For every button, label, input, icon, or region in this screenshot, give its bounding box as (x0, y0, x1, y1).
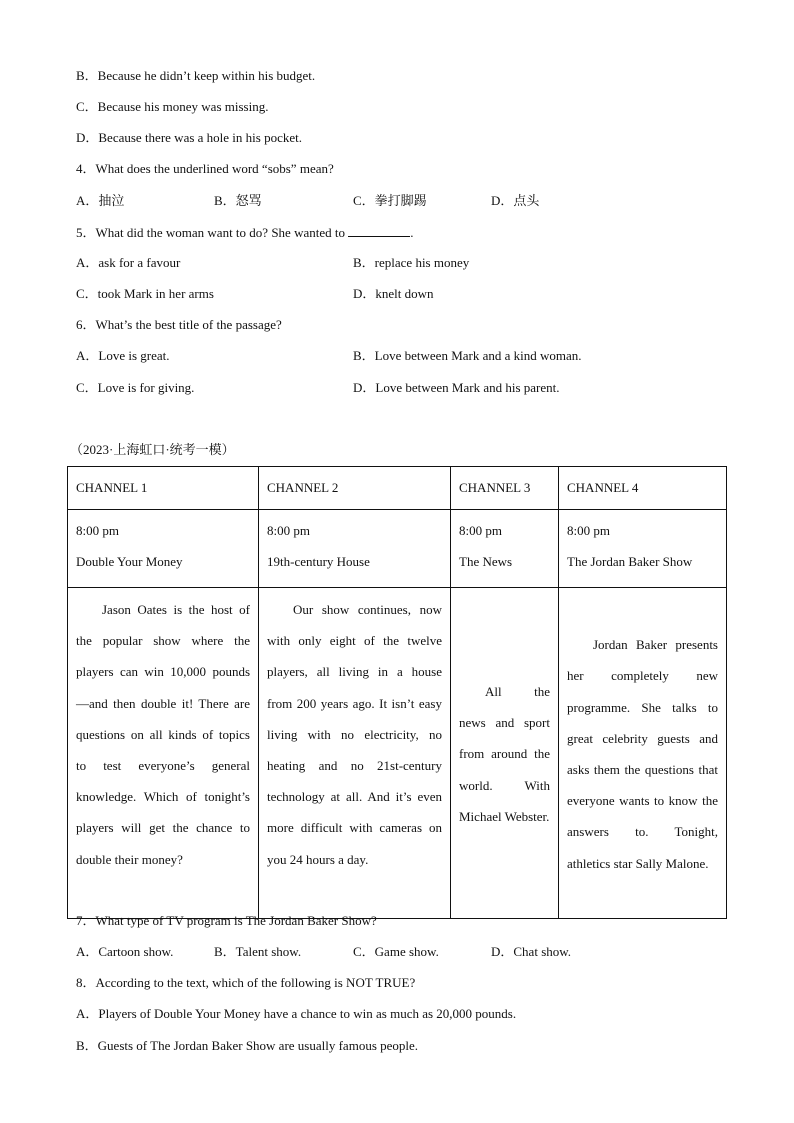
table-header-row (68, 467, 727, 510)
table-show-row (68, 510, 727, 588)
answer-blank (348, 224, 410, 237)
q4-option-a: A．抽泣 (76, 193, 125, 208)
channel-1-header: CHANNEL 1 (68, 467, 259, 510)
q3-option-d: D．Because there was a hole in his pocket. (76, 130, 302, 145)
channel-4-time: 8:00 pm (567, 523, 610, 538)
q8-option-b: B．Guests of The Jordan Baker Show are usually famous people. (76, 1038, 419, 1053)
q7-option-c: C．Game show. (353, 944, 439, 959)
channel-4-header: CHANNEL 4 (559, 467, 727, 510)
q3-option-b: B．Because he didn’t keep within his budget. (76, 68, 316, 83)
channel-4-slot (559, 510, 727, 588)
channel-1-slot (68, 510, 259, 588)
channel-3-time: 8:00 pm (459, 523, 502, 538)
channel-1-time: 8:00 pm (76, 523, 119, 538)
tv-schedule-table (67, 466, 727, 919)
q4-option-d: D．点头 (491, 193, 540, 208)
channel-2-slot (259, 510, 451, 588)
q6-option-d: D．Love between Mark and his parent. (353, 380, 560, 395)
q4-option-c: C．拳打脚踢 (353, 193, 427, 208)
q5-option-c: C．took Mark in her arms (76, 286, 214, 301)
q5-stem: 5．What did the woman want to do? She wanted to (76, 225, 349, 240)
channel-2-show: 19th-century House (267, 554, 370, 570)
q5-option-d: D．knelt down (353, 286, 434, 301)
q8-option-a: A．Players of Double Your Money have a chance to win as much as 20,000 pounds. (76, 1006, 517, 1021)
channel-4-description: Jordan Baker presents her completely new programme. She talks to great celebrity guests and asks them the questions that everyone wants to know the answers to. Tonight, athletics star Sally Malone. (559, 588, 727, 919)
q6-option-b: B．Love between Mark and a kind woman. (353, 348, 582, 363)
q4-option-b: B．怒骂 (214, 193, 262, 208)
q5-option-a: A．ask for a favour (76, 255, 181, 270)
q4-stem: 4．What does the underlined word “sobs” mean? (76, 161, 334, 176)
q6-option-a: A．Love is great. (76, 348, 170, 363)
q7-option-a: A．Cartoon show. (76, 944, 174, 959)
channel-2-time: 8:00 pm (267, 523, 310, 538)
q3-option-c: C．Because his money was missing. (76, 99, 269, 114)
q7-option-b: B．Talent show. (214, 944, 302, 959)
q5-stem-end: . (410, 225, 414, 240)
q7-option-d: D．Chat show. (491, 944, 572, 959)
channel-2-description: Our show continues, now with only eight of the twelve players, all living in a house from 200 years ago. It isn’t easy living with no electricity, no heating and no 21st-century technology at all. And it’s even more difficult with cameras on you 24 hours a day. (259, 588, 451, 919)
q5-stem-line (76, 224, 413, 241)
channel-1-show: Double Your Money (76, 554, 183, 570)
channel-3-header: CHANNEL 3 (451, 467, 559, 510)
q6-stem: 6．What’s the best title of the passage? (76, 317, 282, 332)
table-description-row (68, 588, 727, 919)
channel-3-show: The News (459, 554, 513, 570)
channel-3-description: All the news and sport from around the world. With Michael Webster. (451, 588, 559, 919)
q7-stem: 7．What type of TV program is The Jordan Baker Show? (76, 913, 377, 928)
channel-4-show: The Jordan Baker Show (567, 554, 693, 570)
source-label: （2023·上海虹口·统考一模） (70, 442, 235, 457)
q8-stem: 8．According to the text, which of the following is NOT TRUE? (76, 975, 416, 990)
channel-1-description: Jason Oates is the host of the popular show where the players can win 10,000 pounds—and then double it! There are questions on all kinds of topics to test everyone’s general knowledge. Which of tonight’s players will get the chance to double their money? (68, 588, 259, 919)
channel-2-header: CHANNEL 2 (259, 467, 451, 510)
q5-option-b: B．replace his money (353, 255, 470, 270)
channel-3-slot (451, 510, 559, 588)
q6-option-c: C．Love is for giving. (76, 380, 195, 395)
